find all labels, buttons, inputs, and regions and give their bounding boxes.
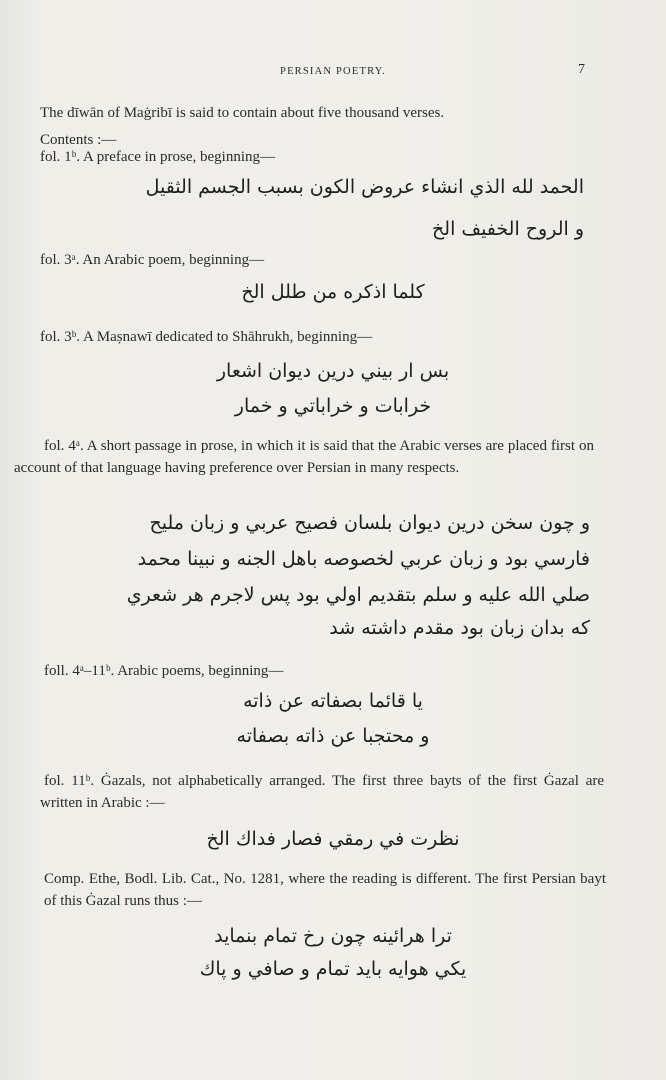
- entry-4-arabic-line-4: كه بدان زبان بود مقدم داشته شد: [329, 617, 590, 639]
- entry-6-heading: fol. 11ᵇ. Ġazals, not alphabetically arranged. The first three bayts of the first Ġazal are written in Arabic :—: [40, 773, 604, 811]
- comparison-note: Comp. Ethe, Bodl. Lib. Cat., No. 1281, where the reading is different. The first Persian bayt of this Ġazal runs thus :—: [44, 871, 606, 909]
- entry-4-arabic-line-3: صلي الله عليه و سلم بتقديم اولي بود پس لاجرم هر شعري: [126, 584, 590, 606]
- entry-3-heading: fol. 3ᵇ. A Maṣnawī dedicated to Shāhrukh, beginning—: [40, 329, 373, 345]
- entry-4-arabic-line-1: و چون سخن درين ديوان بلسان فصيح عربي و زبان مليح: [149, 512, 590, 534]
- entry-1-arabic-line-2: و الروح الخفيف الخ: [432, 218, 584, 240]
- intro-line-1: The dīwān of Maġribī is said to contain about five thousand verses.: [40, 105, 445, 121]
- entry-6-arabic-line-1: نظرت في رمقي فصار فداك الخ: [206, 828, 460, 850]
- comparison-arabic-line-1: ترا هرائينه چون رخ تمام بنمايد: [214, 925, 452, 947]
- entry-2-arabic-line-1: كلما اذكره من طلل الخ: [241, 281, 425, 303]
- entry-4-arabic-line-2: فارسي بود و زبان عربي لخصوصه باهل الجنه و نبينا محمد: [137, 548, 590, 570]
- entry-5-arabic-line-1: يا قائما بصفاته عن ذاته: [243, 690, 423, 712]
- running-head: PERSIAN POETRY.: [280, 66, 386, 77]
- page-number: 7: [578, 62, 585, 77]
- entry-3-arabic-line-1: بس ار بيني درين ديوان اشعار: [216, 360, 450, 382]
- entry-1-arabic-line-1: الحمد لله الذي انشاء عروض الكون بسبب الجسم الثقيل: [145, 176, 584, 198]
- entry-5-heading: foll. 4ᵃ–11ᵇ. Arabic poems, beginning—: [44, 663, 284, 679]
- entry-2-heading: fol. 3ᵃ. An Arabic poem, beginning—: [40, 252, 265, 268]
- entry-5-arabic-line-2: و محتجبا عن ذاته بصفاته: [236, 725, 430, 747]
- entry-1-heading: fol. 1ᵇ. A preface in prose, beginning—: [40, 149, 276, 165]
- comparison-arabic-line-2: يكي هوايه بايد تمام و صافي و پاك: [199, 958, 467, 980]
- contents-label: Contents :—: [40, 132, 117, 148]
- entry-4-heading: fol. 4ᵃ. A short passage in prose, in which it is said that the Arabic verses are placed first on account of that language having preference over Persian in many respects.: [14, 438, 594, 476]
- entry-3-arabic-line-2: خرابات و خراباتي و خمار: [234, 395, 432, 417]
